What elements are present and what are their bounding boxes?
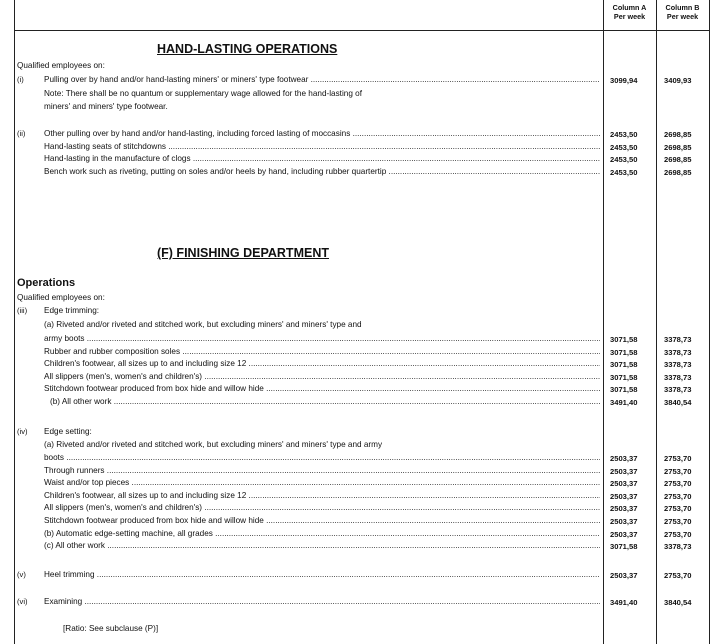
item-iii-row-text: (b) All other work .....	[50, 397, 600, 406]
item-iv-row-col-b: 2753,70	[664, 517, 692, 526]
item-iv-row-col-b: 2753,70	[664, 454, 692, 463]
item-iii-row-col-a: 3071,58	[610, 335, 638, 344]
item-ii-row-text: Hand-lasting in the manufacture of clogs .....	[44, 154, 600, 163]
item-ii-row-col-b: 2698,85	[664, 142, 692, 152]
item-iv-row-col-b: 2753,70	[664, 529, 692, 539]
item-iii-row-col-b: 3378,73	[664, 335, 692, 344]
examining-text: Examining .....	[44, 597, 600, 606]
item-iii-row-col-b: 3378,73	[664, 347, 692, 357]
edge-trimming-heading: Edge trimming:	[44, 306, 100, 315]
item-iii-row-col-b: 3378,73	[664, 372, 692, 382]
heel-trimming-col-a: 2503,37	[610, 571, 638, 580]
edge-setting-heading: Edge setting:	[44, 427, 92, 436]
item-ii-row-col-b: 2698,85	[664, 155, 692, 165]
column-a-header	[603, 4, 656, 21]
column-b-divider	[656, 0, 657, 644]
item-iv-row-text: Waist and/or top pieces .....	[44, 478, 600, 487]
item-iii-row-col-a: 3071,58	[610, 360, 638, 370]
ratio-note: [Ratio: See subclause (P)]	[63, 624, 159, 633]
item-iv-row-col-b: 2753,70	[664, 479, 692, 489]
item-iv-row-text: Children's footwear, all sizes up to and including size 12 .....	[44, 491, 600, 500]
item-ii-row-col-b: 2698,85	[664, 130, 692, 139]
item-iii-row-text: Rubber and rubber composition soles .....	[44, 347, 600, 356]
column-a-label: Column A	[612, 3, 647, 12]
finishing-title: (F) FINISHING DEPARTMENT	[157, 246, 329, 260]
item-i-col-a: 3099,94	[610, 76, 638, 85]
item-iii-row-col-a: 3071,58	[610, 347, 638, 357]
item-iii-row-text: All slippers (men's, women's and children's) .....	[44, 372, 600, 381]
item-iv-row-col-a: 2503,37	[610, 529, 638, 539]
item-iv-row-text: Stitchdown footwear produced from box hide and willow hide .....	[44, 516, 600, 525]
item-ii-row-text: Bench work such as riveting, putting on soles and/or heels by hand, including rubber quartertip .....	[44, 167, 600, 176]
item-i-text: Pulling over by hand and/or hand-lasting miners' or miners' type footwear .....	[44, 75, 600, 84]
item-iii-row-text: Stitchdown footwear produced from box hide and willow hide .....	[44, 384, 600, 393]
item-ii-row-col-a: 2453,50	[610, 155, 638, 165]
heel-trimming-col-b: 2753,70	[664, 571, 692, 580]
hand-lasting-title: HAND-LASTING OPERATIONS	[157, 42, 338, 56]
edge-trimming-a-line1: (a) Riveted and/or riveted and stitched work, but excluding miners' and miners' type and	[44, 320, 362, 329]
edge-setting-a-line1: (a) Riveted and/or riveted and stitched work, but excluding miners' and miners' type and army	[44, 440, 383, 449]
item-ii-row-text: Other pulling over by hand and/or hand-lasting, including forced lasting of moccasins .....	[44, 129, 600, 138]
item-iii-row-text: Children's footwear, all sizes up to and including size 12 .....	[44, 359, 600, 368]
column-a-divider	[603, 0, 604, 644]
item-iv-marker: (iv)	[17, 427, 28, 436]
item-iv-row-col-b: 2753,70	[664, 466, 692, 476]
item-iv-row-col-a: 2503,37	[610, 517, 638, 526]
note-line-1: Note: There shall be no quantum or supplementary wage allowed for the hand-lasting of	[44, 89, 362, 98]
column-b-label: Column B	[665, 3, 700, 12]
item-iv-row-text: (c) All other work .....	[44, 541, 600, 550]
examining-col-a: 3491,40	[610, 598, 638, 607]
item-iv-row-text: (b) Automatic edge-setting machine, all grades .....	[44, 529, 600, 538]
item-vi-marker: (vi)	[17, 597, 28, 606]
item-iv-row-text: Through runners .....	[44, 466, 600, 475]
item-iv-row-text: boots .....	[44, 453, 600, 462]
item-iii-row-col-a: 3491,40	[610, 398, 638, 407]
operations-heading: Operations	[17, 277, 76, 289]
item-ii-row-col-a: 2453,50	[610, 167, 638, 177]
item-iv-row-col-a: 2503,37	[610, 466, 638, 476]
finishing-qualified: Qualified employees on:	[17, 293, 105, 302]
item-iii-row-text: army boots .....	[44, 334, 600, 343]
column-b-header	[656, 4, 709, 21]
item-v-marker: (v)	[17, 570, 26, 579]
header-rule	[14, 30, 710, 31]
item-iv-row-col-a: 2503,37	[610, 504, 638, 514]
right-border	[709, 0, 710, 644]
note-line-2: miners' and miners' type footwear.	[44, 102, 168, 111]
item-iv-row-col-b: 2753,70	[664, 491, 692, 501]
left-border	[14, 0, 15, 644]
item-iii-row-col-a: 3071,58	[610, 372, 638, 382]
column-a-sublabel: Per week	[613, 11, 646, 21]
item-iii-marker: (iii)	[17, 306, 28, 315]
item-iv-row-text: All slippers (men's, women's and children's) .....	[44, 503, 600, 512]
item-iv-row-col-b: 3378,73	[664, 542, 692, 552]
heel-trimming-text: Heel trimming .....	[44, 570, 600, 579]
item-iii-row-col-a: 3071,58	[610, 385, 638, 395]
item-iv-row-col-a: 2503,37	[610, 454, 638, 463]
item-iv-row-col-a: 2503,37	[610, 479, 638, 489]
item-ii-row-text: Hand-lasting seats of stitchdowns .....	[44, 142, 600, 151]
examining-col-b: 3840,54	[664, 598, 692, 607]
item-ii-row-col-b: 2698,85	[664, 167, 692, 177]
item-i-marker: (i)	[17, 75, 24, 84]
item-ii-row-col-a: 2453,50	[610, 142, 638, 152]
item-iv-row-col-a: 2503,37	[610, 491, 638, 501]
item-ii-marker: (ii)	[17, 129, 26, 138]
hand-lasting-qualified: Qualified employees on:	[17, 61, 105, 70]
item-iii-row-col-b: 3840,54	[664, 398, 692, 407]
column-b-sublabel: Per week	[666, 11, 699, 21]
item-iv-row-col-b: 2753,70	[664, 504, 692, 514]
item-iii-row-col-b: 3378,73	[664, 385, 692, 395]
item-ii-row-col-a: 2453,50	[610, 130, 638, 139]
item-iv-row-col-a: 3071,58	[610, 542, 638, 552]
item-i-col-b: 3409,93	[664, 76, 692, 85]
item-iii-row-col-b: 3378,73	[664, 360, 692, 370]
